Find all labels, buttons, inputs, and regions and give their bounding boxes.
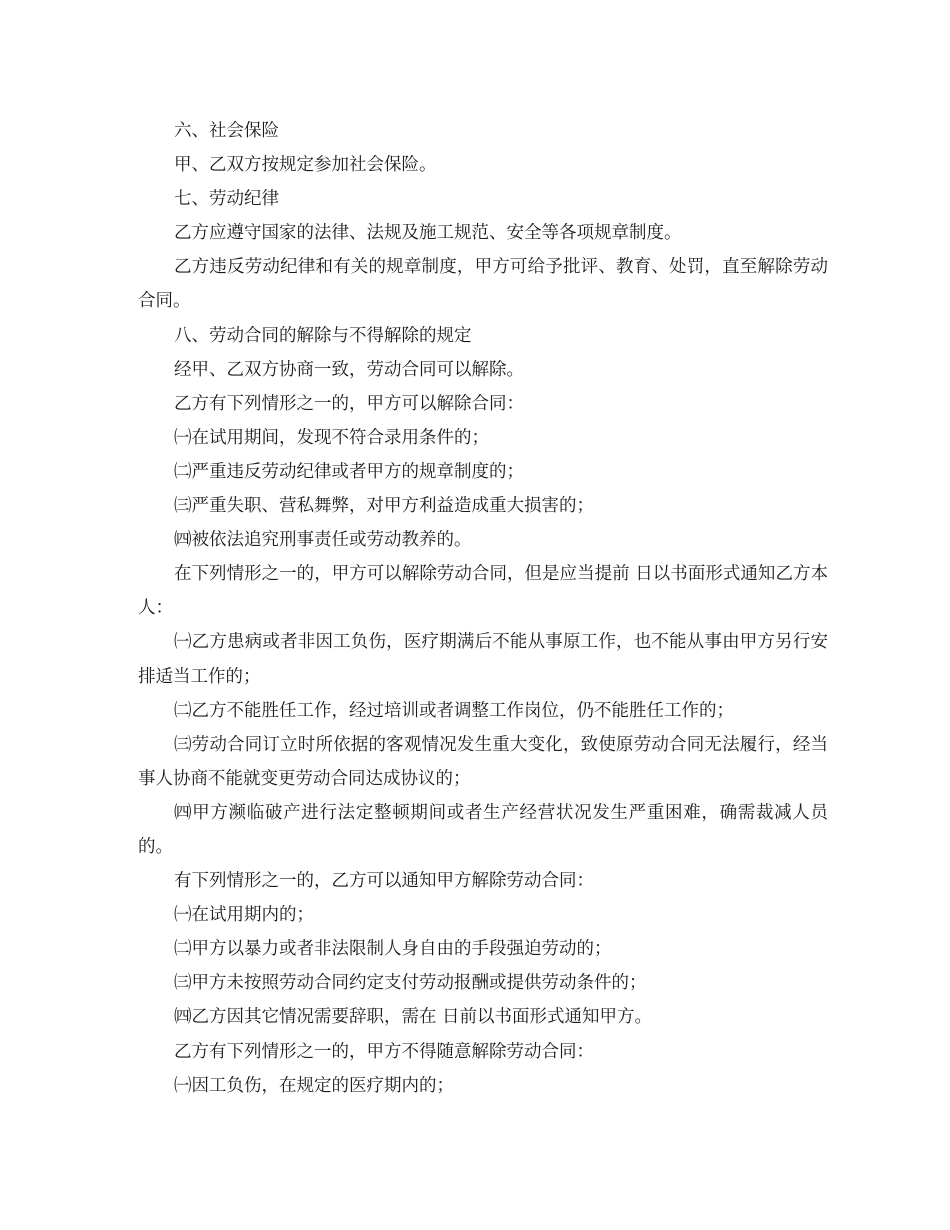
- list-item: ㈢甲方未按照劳动合同约定支付劳动报酬或提供劳动条件的；: [174, 973, 647, 994]
- list-item: ㈣甲方濒临破产进行法定整顿期间或者生产经营状况发生严重困难，确需裁减人员的。: [138, 802, 828, 857]
- list-item: ㈡乙方不能胜任工作，经过培训或者调整工作岗位，仍不能胜任工作的；: [174, 700, 734, 721]
- list-item: ㈢严重失职、营私舞弊，对甲方利益造成重大损害的；: [174, 496, 594, 517]
- list-item: ㈠在试用期间，发现不符合录用条件的；: [174, 427, 489, 448]
- list-item: ㈠乙方患病或者非因工负伤，医疗期满后不能从事原工作，也不能从事由甲方另行安排适当工作的；: [138, 632, 828, 687]
- section-heading-social-insurance: 六、社会保险: [174, 121, 279, 141]
- list-item: ㈢劳动合同订立时所依据的客观情况发生重大变化，致使原劳动合同无法履行，经当事人协商不能就变更劳动合同达成协议的；: [138, 734, 828, 789]
- list-item: ㈠因工负伤，在规定的医疗期内的；: [174, 1075, 454, 1096]
- list-item: ㈣乙方因其它情况需要辞职，需在 日前以书面形式通知甲方。: [174, 1007, 653, 1028]
- paragraph: 经甲、乙双方协商一致，劳动合同可以解除。: [174, 359, 524, 380]
- list-item: ㈡甲方以暴力或者非法限制人身自由的手段强迫劳动的；: [174, 939, 612, 960]
- paragraph: 乙方违反劳动纪律和有关的规章制度，甲方可给予批评、教育、处罚，直至解除劳动合同。: [138, 257, 828, 312]
- paragraph: 在下列情形之一的，甲方可以解除劳动合同，但是应当提前 日以书面形式通知乙方本人：: [138, 564, 828, 619]
- section-heading-termination: 八、劳动合同的解除与不得解除的规定: [174, 325, 472, 346]
- list-item: ㈣被依法追究刑事责任或劳动教养的。: [174, 530, 472, 551]
- paragraph: 乙方有下列情形之一的，甲方不得随意解除劳动合同：: [174, 1041, 594, 1062]
- paragraph: 甲、乙双方按规定参加社会保险。: [174, 155, 437, 176]
- list-item: ㈠在试用期内的；: [174, 905, 314, 926]
- document-body: [138, 114, 828, 1103]
- paragraph: 乙方有下列情形之一的，甲方可以解除合同：: [174, 393, 524, 414]
- paragraph: 有下列情形之一的，乙方可以通知甲方解除劳动合同：: [174, 871, 594, 892]
- section-heading-labor-discipline: 七、劳动纪律: [174, 189, 279, 210]
- paragraph: 乙方应遵守国家的法律、法规及施工规范、安全等各项规章制度。: [174, 223, 682, 244]
- list-item: ㈡严重违反劳动纪律或者甲方的规章制度的；: [174, 461, 524, 482]
